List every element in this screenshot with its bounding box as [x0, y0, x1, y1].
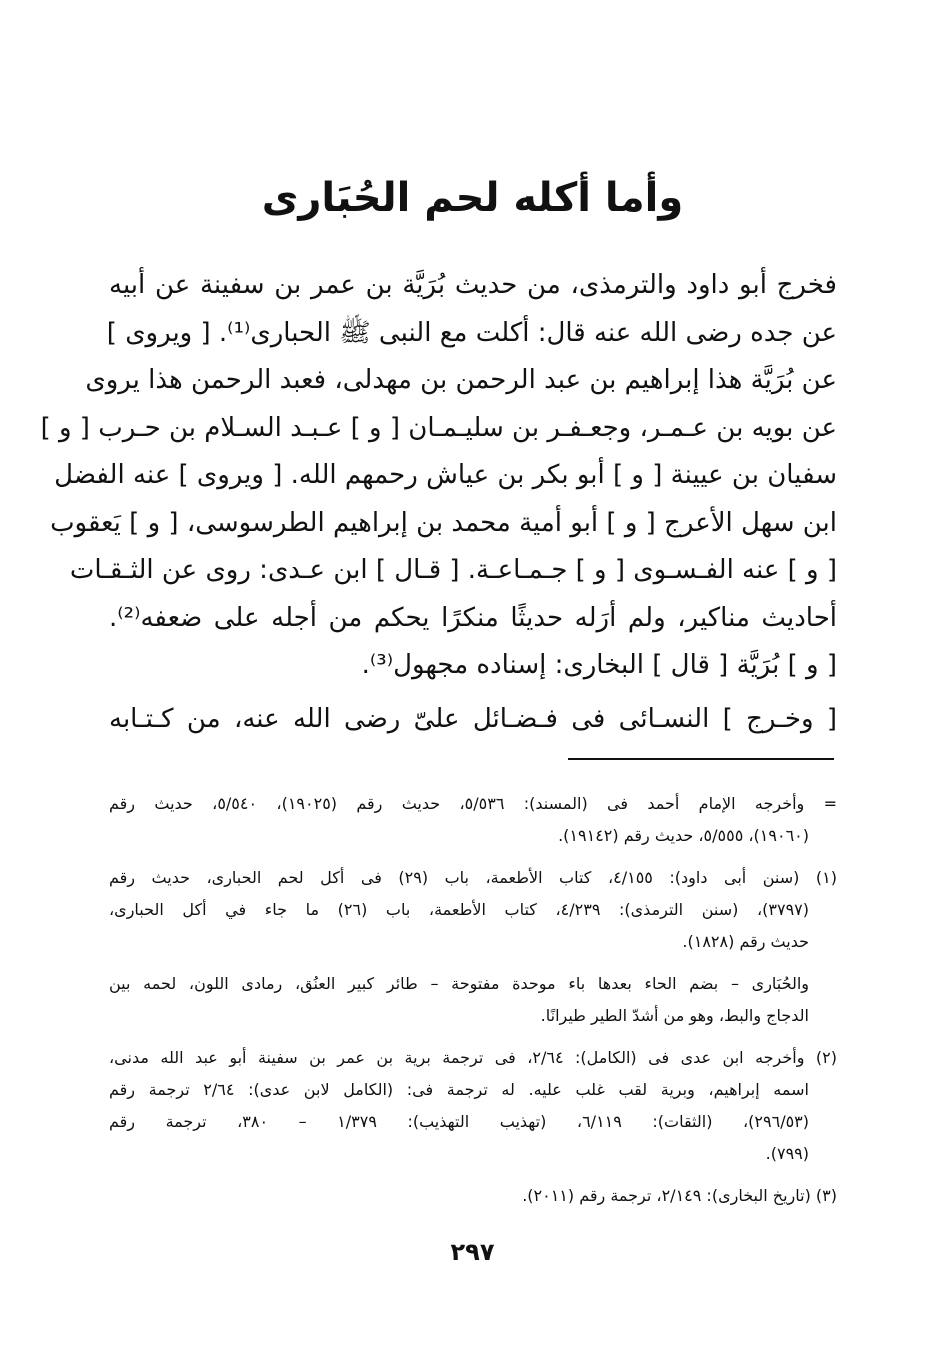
body-line: فخرج أبو داود والترمذى، من حديث بُرَيَّة بن عمر بن سفينة عن أبيه	[109, 270, 837, 300]
footnote-3	[109, 1180, 837, 1212]
footnote-line: (٣) (تاريخ البخارى): ٢/١٤٩، ترجمة رقم (٢٠١١).	[522, 1186, 837, 1205]
footnote-continuation	[109, 788, 837, 852]
footnote-line: (٣٧٩٧)، (سنن الترمذى): ٤/٢٣٩، كتاب الأطعمة، باب (٢٦) ما جاء في أكل الحبارى،	[109, 900, 809, 919]
footnote-line: الدجاج والبط، وهو من أشدّ الطير طيرانًا.	[540, 1006, 809, 1025]
body-line: سفيان بن عيينة [ و ] أبو بكر بن عياش رحمهم الله. [ ويروى ] عنه الفضل	[54, 460, 837, 490]
body-line: ابن سهل الأعرج [ و ] أبو أمية محمد بن إبراهيم الطرسوسى، [ و ] يَعقوب	[50, 507, 837, 538]
footnote-line: حديث رقم (١٨٢٨).	[682, 932, 809, 951]
page-number: ٢٩٧	[450, 1238, 495, 1266]
body-line: [ وخـرج ] النسـائى فى فـضـائل علىّ رضى الله عنه، من كـتـابه	[109, 703, 837, 734]
footnote-line: (١٩٠٦٠)، ٥/٥٥٥، حديث رقم (١٩١٤٢).	[558, 826, 809, 845]
footnote-line: والحُبَارى – بضم الحاء بعدها باء موحدة مفتوحة – طائر كبير العنُق، رمادى اللون، لحمه بين	[109, 974, 809, 993]
footnotes	[109, 788, 837, 1222]
body-line: أحاديث مناكير، ولم أرَله حديثًا منكرًا يحكم من أجله على ضعفه⁽²⁾.	[109, 602, 837, 633]
footnote-line: (٢) وأخرجه ابن عدى فى (الكامل): ٢/٦٤، فى ترجمة برية بن عمر بن سفينة أبو عبد الله مدنى،	[109, 1048, 837, 1067]
body-line: عن بويه بن عـمـر، وجعـفـر بن سليـمـان [ و ] عـبـد السـلام بن حـرب [ و ]	[40, 412, 837, 443]
chapter-title: وأما أكله لحم الحُبَارى	[261, 175, 684, 221]
footnote-note	[109, 968, 837, 1032]
body-line: عن بُرَيَّة هذا إبراهيم بن عبد الرحمن بن مهدلى، فعبد الرحمن هذا يروى	[85, 365, 837, 395]
footnote-1	[109, 862, 837, 958]
body-line: [ و ] عنه الفـسـوى [ و ] جـمـاعـة. [ قـال ] ابن عـدى: روى عن الثـقـات	[69, 555, 837, 585]
footnote-line: (٧٩٩).	[765, 1144, 809, 1163]
footnote-line: = وأخرجه الإمام أحمد فى (المسند): ٥/٥٣٦، حديث رقم (١٩٠٢٥)، ٥/٥٤٠، حديث رقم	[109, 794, 838, 813]
main-text	[40, 262, 837, 743]
footnote-separator	[568, 758, 834, 760]
footnote-line: (٢٩٦/٥٣)، (الثقات): ٦/١١٩، (تهذيب التهذيب): ١/٣٧٩ – ٣٨٠، ترجمة رقم	[109, 1112, 810, 1131]
footnote-line: (١) (سنن أبى داود): ٤/١٥٥، كتاب الأطعمة، باب (٢٩) فى أكل لحم الحبارى، حديث رقم	[109, 868, 838, 887]
body-line: [ و ] بُرَيَّة [ قال ] البخارى: إسناده مجهول⁽³⁾.	[361, 650, 837, 680]
footnote-line: اسمه إبراهيم، وبرية لقب غلب عليه. له ترجمة فى: (الكامل لابن عدى): ٢/٦٤ ترجمة رقم	[109, 1080, 809, 1099]
footnote-2	[109, 1042, 837, 1170]
body-line: عن جده رضى الله عنه قال: أكلت مع النبى ﷺ الحبارى⁽¹⁾. [ ويروى ]	[106, 317, 837, 348]
